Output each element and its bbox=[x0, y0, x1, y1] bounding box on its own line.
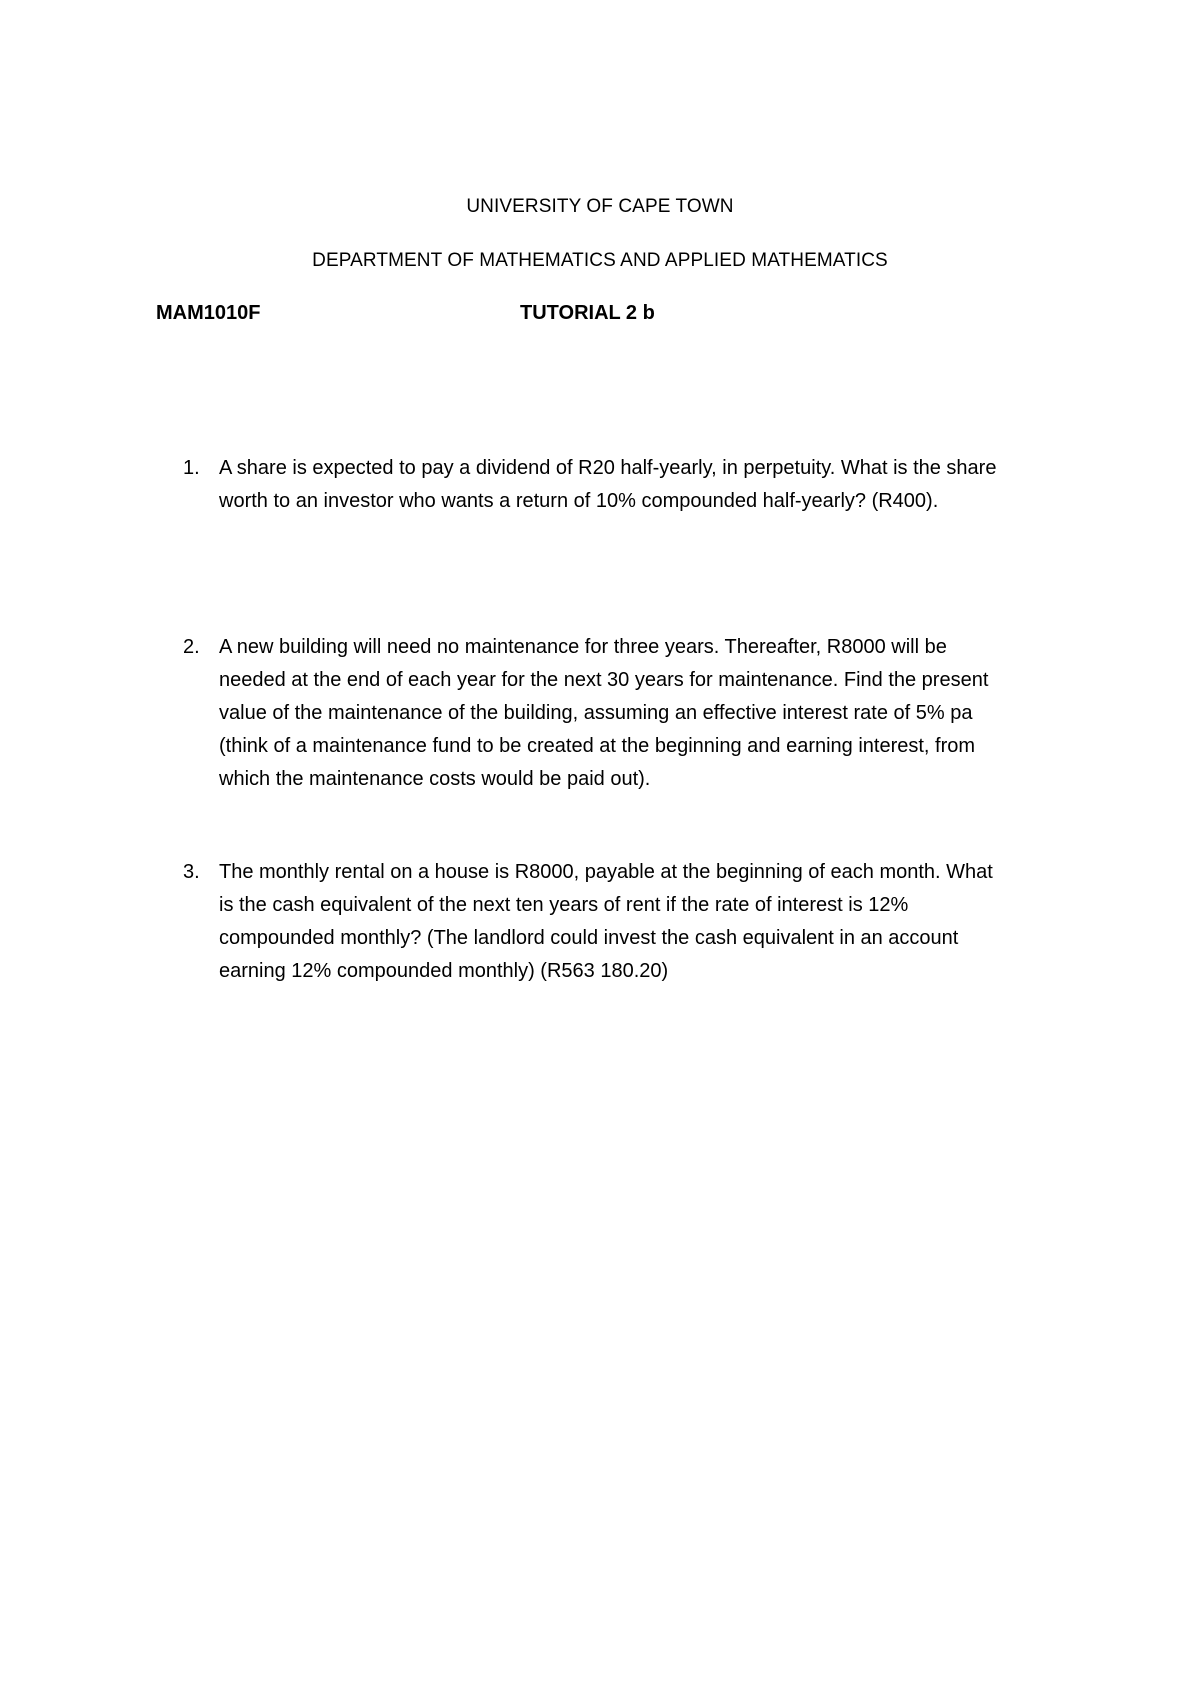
department-title: DEPARTMENT OF MATHEMATICS AND APPLIED MATHEMATICS bbox=[312, 250, 888, 271]
question-item bbox=[183, 856, 1003, 988]
course-code: MAM1010F bbox=[156, 302, 261, 324]
question-item bbox=[183, 452, 1003, 518]
question-number: 2. bbox=[183, 636, 200, 658]
question-text: A share is expected to pay a dividend of R20 half-yearly, in perpetuity. What is the share worth to an investor who wants a return of 10% compounded half-yearly? (R400). bbox=[219, 457, 997, 512]
question-text: A new building will need no maintenance for three years. Thereafter, R8000 will be needed at the end of each year for the next 30 years for maintenance. Find the present value of the maintenance of the building, assuming an effective interest rate of 5% pa (think of a maintenance fund to be created at the beginning and earning interest, from which the maintenance costs would be paid out). bbox=[219, 636, 989, 790]
university-title: UNIVERSITY OF CAPE TOWN bbox=[466, 196, 734, 217]
question-number: 1. bbox=[183, 457, 200, 479]
question-item bbox=[183, 631, 1003, 796]
tutorial-title: TUTORIAL 2 b bbox=[520, 302, 655, 324]
question-number: 3. bbox=[183, 861, 200, 883]
question-text: The monthly rental on a house is R8000, payable at the beginning of each month. What is the cash equivalent of the next ten years of rent if the rate of interest is 12% compounded monthly? (The landlord could invest the cash equivalent in an account earning 12% compounded monthly) (R563 180.20) bbox=[219, 861, 993, 982]
